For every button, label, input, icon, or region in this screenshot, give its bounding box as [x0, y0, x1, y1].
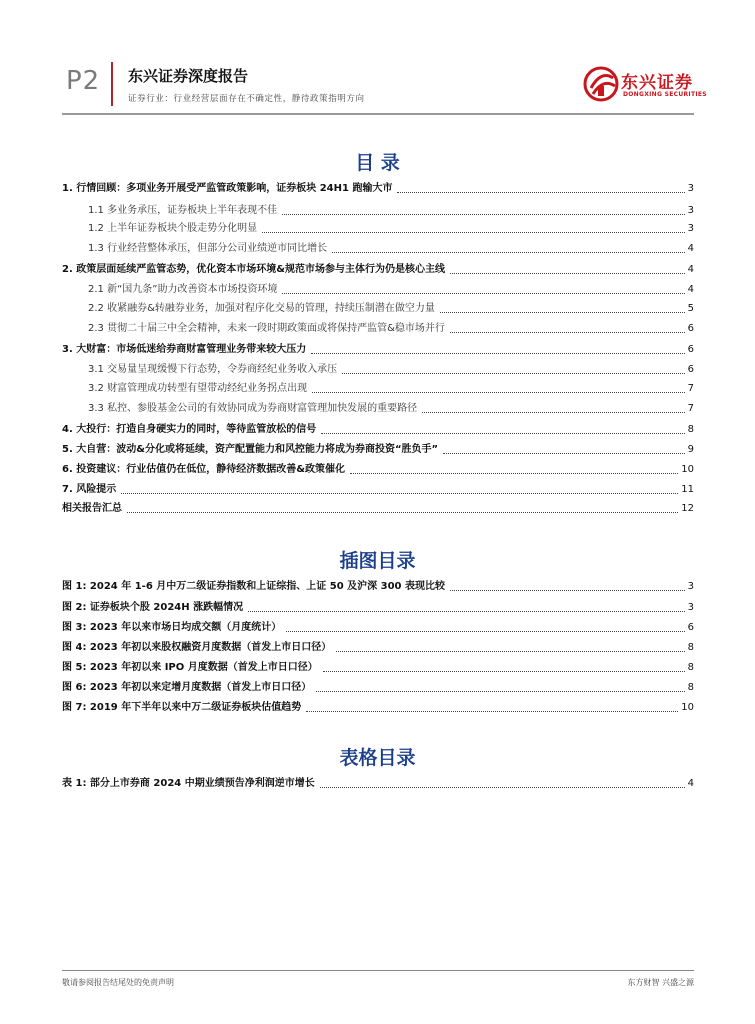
toc-item-1-2[interactable]: 1.2 上半年证券板块个股走势分化明显 3: [88, 223, 694, 234]
figures-title: 插图目录: [339, 550, 416, 572]
header-rule: [62, 113, 694, 115]
toc-item-3[interactable]: 3. 大财富：市场低迷给券商财富管理业务带来较大压力 6: [62, 344, 694, 355]
toc-item-1[interactable]: 1. 行情回顾：多项业务开展受严监管政策影响，证券板块 24H1 跑输大市 3: [62, 183, 694, 194]
footer-disclaimer: 敬请参阅报告结尾处的免责声明: [62, 978, 174, 987]
tables-title: 表格目录: [339, 747, 416, 769]
toc-item-2[interactable]: 2. 政策层面延续严监管态势，优化资本市场环境&规范市场参与主体行为仍是核心主线 4: [62, 264, 694, 275]
toc-item-2-3[interactable]: 2.3 贯彻二十届三中全会精神，未来一段时期政策面或将保持严监管&稳市场并行 6: [88, 323, 694, 334]
figure-item-7[interactable]: 图 7: 2019 年下半年以来中万二级证券板块估值趋势 10: [62, 702, 694, 713]
figure-item-1[interactable]: 图 1: 2024 年 1-6 月中万二级证券指数和上证综指、上证 50 及沪深 300 表现比较 3: [62, 581, 694, 592]
figure-item-4[interactable]: 图 4: 2023 年初以来股权融资月度数据（首发上市日口径） 8: [62, 642, 694, 653]
logo-mark-icon: [583, 64, 623, 104]
toc-item-3-2[interactable]: 3.2 财富管理成功转型有望带动经纪业务拐点出现 7: [88, 383, 694, 394]
header-divider: [111, 62, 113, 106]
figure-item-2[interactable]: 图 2: 证券板块个股 2024H 涨跌幅情况 3: [62, 602, 694, 613]
toc-item-2-2[interactable]: 2.2 收紧融券&转融券业务，加强对程序化交易的管理，持续压制潜在做空力量 5: [88, 303, 694, 314]
toc-item-2-1[interactable]: 2.1 新“国九条”助力改善资本市场投资环境 4: [88, 284, 694, 295]
toc-title: 目 录: [355, 152, 400, 174]
logo-en: DONGXING SECURITIES: [623, 91, 707, 98]
logo-cn: 东兴证券: [621, 73, 693, 93]
figure-item-6[interactable]: 图 6: 2023 年初以来定增月度数据（首发上市日口径） 8: [62, 682, 694, 693]
page-number: P2: [66, 66, 101, 96]
toc-item-7[interactable]: 7. 风险提示 11: [62, 484, 694, 495]
toc-item-6[interactable]: 6. 投资建议：行业估值仍在低位，静待经济数据改善&政策催化 10: [62, 464, 694, 475]
page-header: [0, 0, 755, 116]
report-title: 东兴证券深度报告: [128, 67, 249, 85]
toc-item-related-reports[interactable]: 相关报告汇总 12: [62, 503, 694, 514]
report-subtitle: 证券行业：行业经营层面存在不确定性，静待政策指明方向: [128, 94, 365, 104]
toc-item-3-1[interactable]: 3.1 交易量呈现缓慢下行态势，令券商经纪业务收入承压 6: [88, 364, 694, 375]
toc-item-1-3[interactable]: 1.3 行业经营整体承压，但部分公司业绩逆市同比增长 4: [88, 243, 694, 254]
footer-slogan: 东方财智 兴盛之源: [627, 978, 694, 987]
figure-item-5[interactable]: 图 5: 2023 年初以来 IPO 月度数据（首发上市日口径） 8: [62, 662, 694, 673]
toc-item-1-1[interactable]: 1.1 多业务承压，证券板块上半年表现不佳 3: [88, 205, 694, 216]
company-logo: [583, 64, 707, 104]
toc-item-4[interactable]: 4. 大投行：打造自身硬实力的同时，等待监管放松的信号 8: [62, 424, 694, 435]
toc-item-5[interactable]: 5. 大自营：波动&分化或将延续，资产配置能力和风控能力将成为券商投资“胜负手” 9: [62, 444, 694, 455]
figure-item-3[interactable]: 图 3: 2023 年以来市场日均成交额（月度统计） 6: [62, 622, 694, 633]
table-item-1[interactable]: 表 1: 部分上市券商 2024 中期业绩预告净利润逆市增长 4: [62, 778, 694, 789]
toc-item-3-3[interactable]: 3.3 私控、参股基金公司的有效协同成为券商财富管理加快发展的重要路径 7: [88, 403, 694, 414]
footer-rule: [62, 970, 694, 971]
